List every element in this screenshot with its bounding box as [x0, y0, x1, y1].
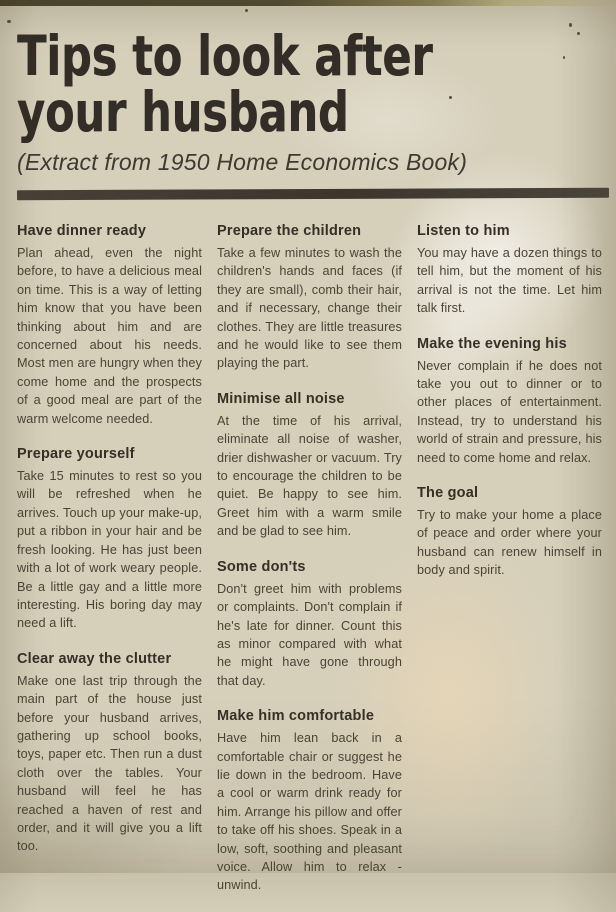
section-body: Never complain if he does not take you out to dinner or to other places of entertainment. Instead, try to understand his world of strain and pressure, his need to come home and relax.	[417, 358, 602, 465]
page-title	[17, 24, 601, 144]
section-body: Have him lean back in a comfortable chair or suggest he lie down in the bedroom. Have a cool or warm drink ready for him. Arrange his pillow and offer to take off his shoes. Speak in a low, soft, soothing and pleasant voice. Allow him to relax - unwind.	[217, 731, 402, 893]
section-body: Make one last trip through the main part of the house just before your husband arrives, gathering up school books, toys, paper etc. Then run a dust cloth over the tables. Your husband will feel he has reached a haven of rest and order, and it will give you a lift too.	[17, 673, 202, 854]
section-body: At the time of his arrival, eliminate all noise of washer, drier dishwasher or vacuum. Try to encourage the children to be quiet. Be happy to see him. Greet him with a warm smile and be glad to see him.	[217, 413, 402, 539]
section-body: Take 15 minutes to rest so you will be refreshed when he arrives. Touch up your make-up, put a ribbon in your hair and be fresh looking. He has just been with a lot of work weary people. Be a little gay and a little more interesting. His boring day may need a lift.	[17, 469, 202, 631]
page-title-line-2: your husband	[17, 80, 349, 144]
section-body: Plan ahead, even the night before, to have a delicious meal on time. This is a way of letting him know that you have been thinking about him and are concerned about his needs. Most men are hungry when they come home and the prospects of a good meal are part of the warm welcome needed.	[17, 246, 202, 426]
tip-section	[17, 222, 202, 428]
tip-section	[217, 558, 402, 690]
tip-section	[217, 222, 402, 373]
paper-speck	[7, 20, 11, 23]
section-body: Try to make your home a place of peace and order where your husband can renew himself in body and spirit.	[417, 508, 602, 578]
column-middle	[217, 222, 402, 912]
tip-section	[217, 390, 402, 541]
section-heading: Have dinner ready	[17, 223, 147, 239]
paper-speck	[245, 9, 248, 12]
section-heading: Make the evening his	[417, 335, 567, 352]
section-body: You may have a dozen things to tell him, but the moment of his arrival is not the time. Let him talk first.	[417, 246, 602, 316]
tip-section	[417, 484, 602, 580]
section-heading: Minimise all noise	[217, 390, 345, 407]
section-body: Take a few minutes to wash the children's hands and faces (if they are small), comb their hair, and if necessary, change their clothes. They are little treasures and he would like to see them playing the part.	[217, 246, 402, 371]
section-heading: Prepare yourself	[17, 446, 135, 463]
section-heading: Clear away the clutter	[17, 650, 172, 667]
column-right	[417, 222, 602, 912]
page-subtitle: (Extract from 1950 Home Economics Book)	[17, 149, 468, 175]
paper-speck	[449, 96, 452, 99]
section-heading: Some don'ts	[217, 558, 306, 575]
section-heading: Make him comfortable	[217, 708, 375, 725]
tip-section	[417, 335, 602, 467]
paper-speck	[569, 23, 572, 27]
section-heading: The goal	[417, 485, 479, 502]
section-heading: Prepare the children	[217, 223, 362, 239]
page-title-line-1: Tips to look after	[17, 24, 433, 88]
tip-section	[17, 650, 202, 856]
paper-speck	[563, 56, 565, 59]
column-left	[17, 222, 202, 912]
tip-section	[217, 707, 402, 895]
title-divider-rule	[17, 188, 609, 201]
tip-section	[417, 222, 602, 318]
section-heading: Listen to him	[417, 223, 510, 239]
section-body: Don't greet him with problems or complaints. Don't complain if he's late for dinner. Count this as minor compared with what he might have gone through that day.	[217, 581, 402, 688]
paper-speck	[577, 32, 580, 35]
tip-section	[17, 445, 202, 633]
content-columns	[17, 222, 602, 912]
